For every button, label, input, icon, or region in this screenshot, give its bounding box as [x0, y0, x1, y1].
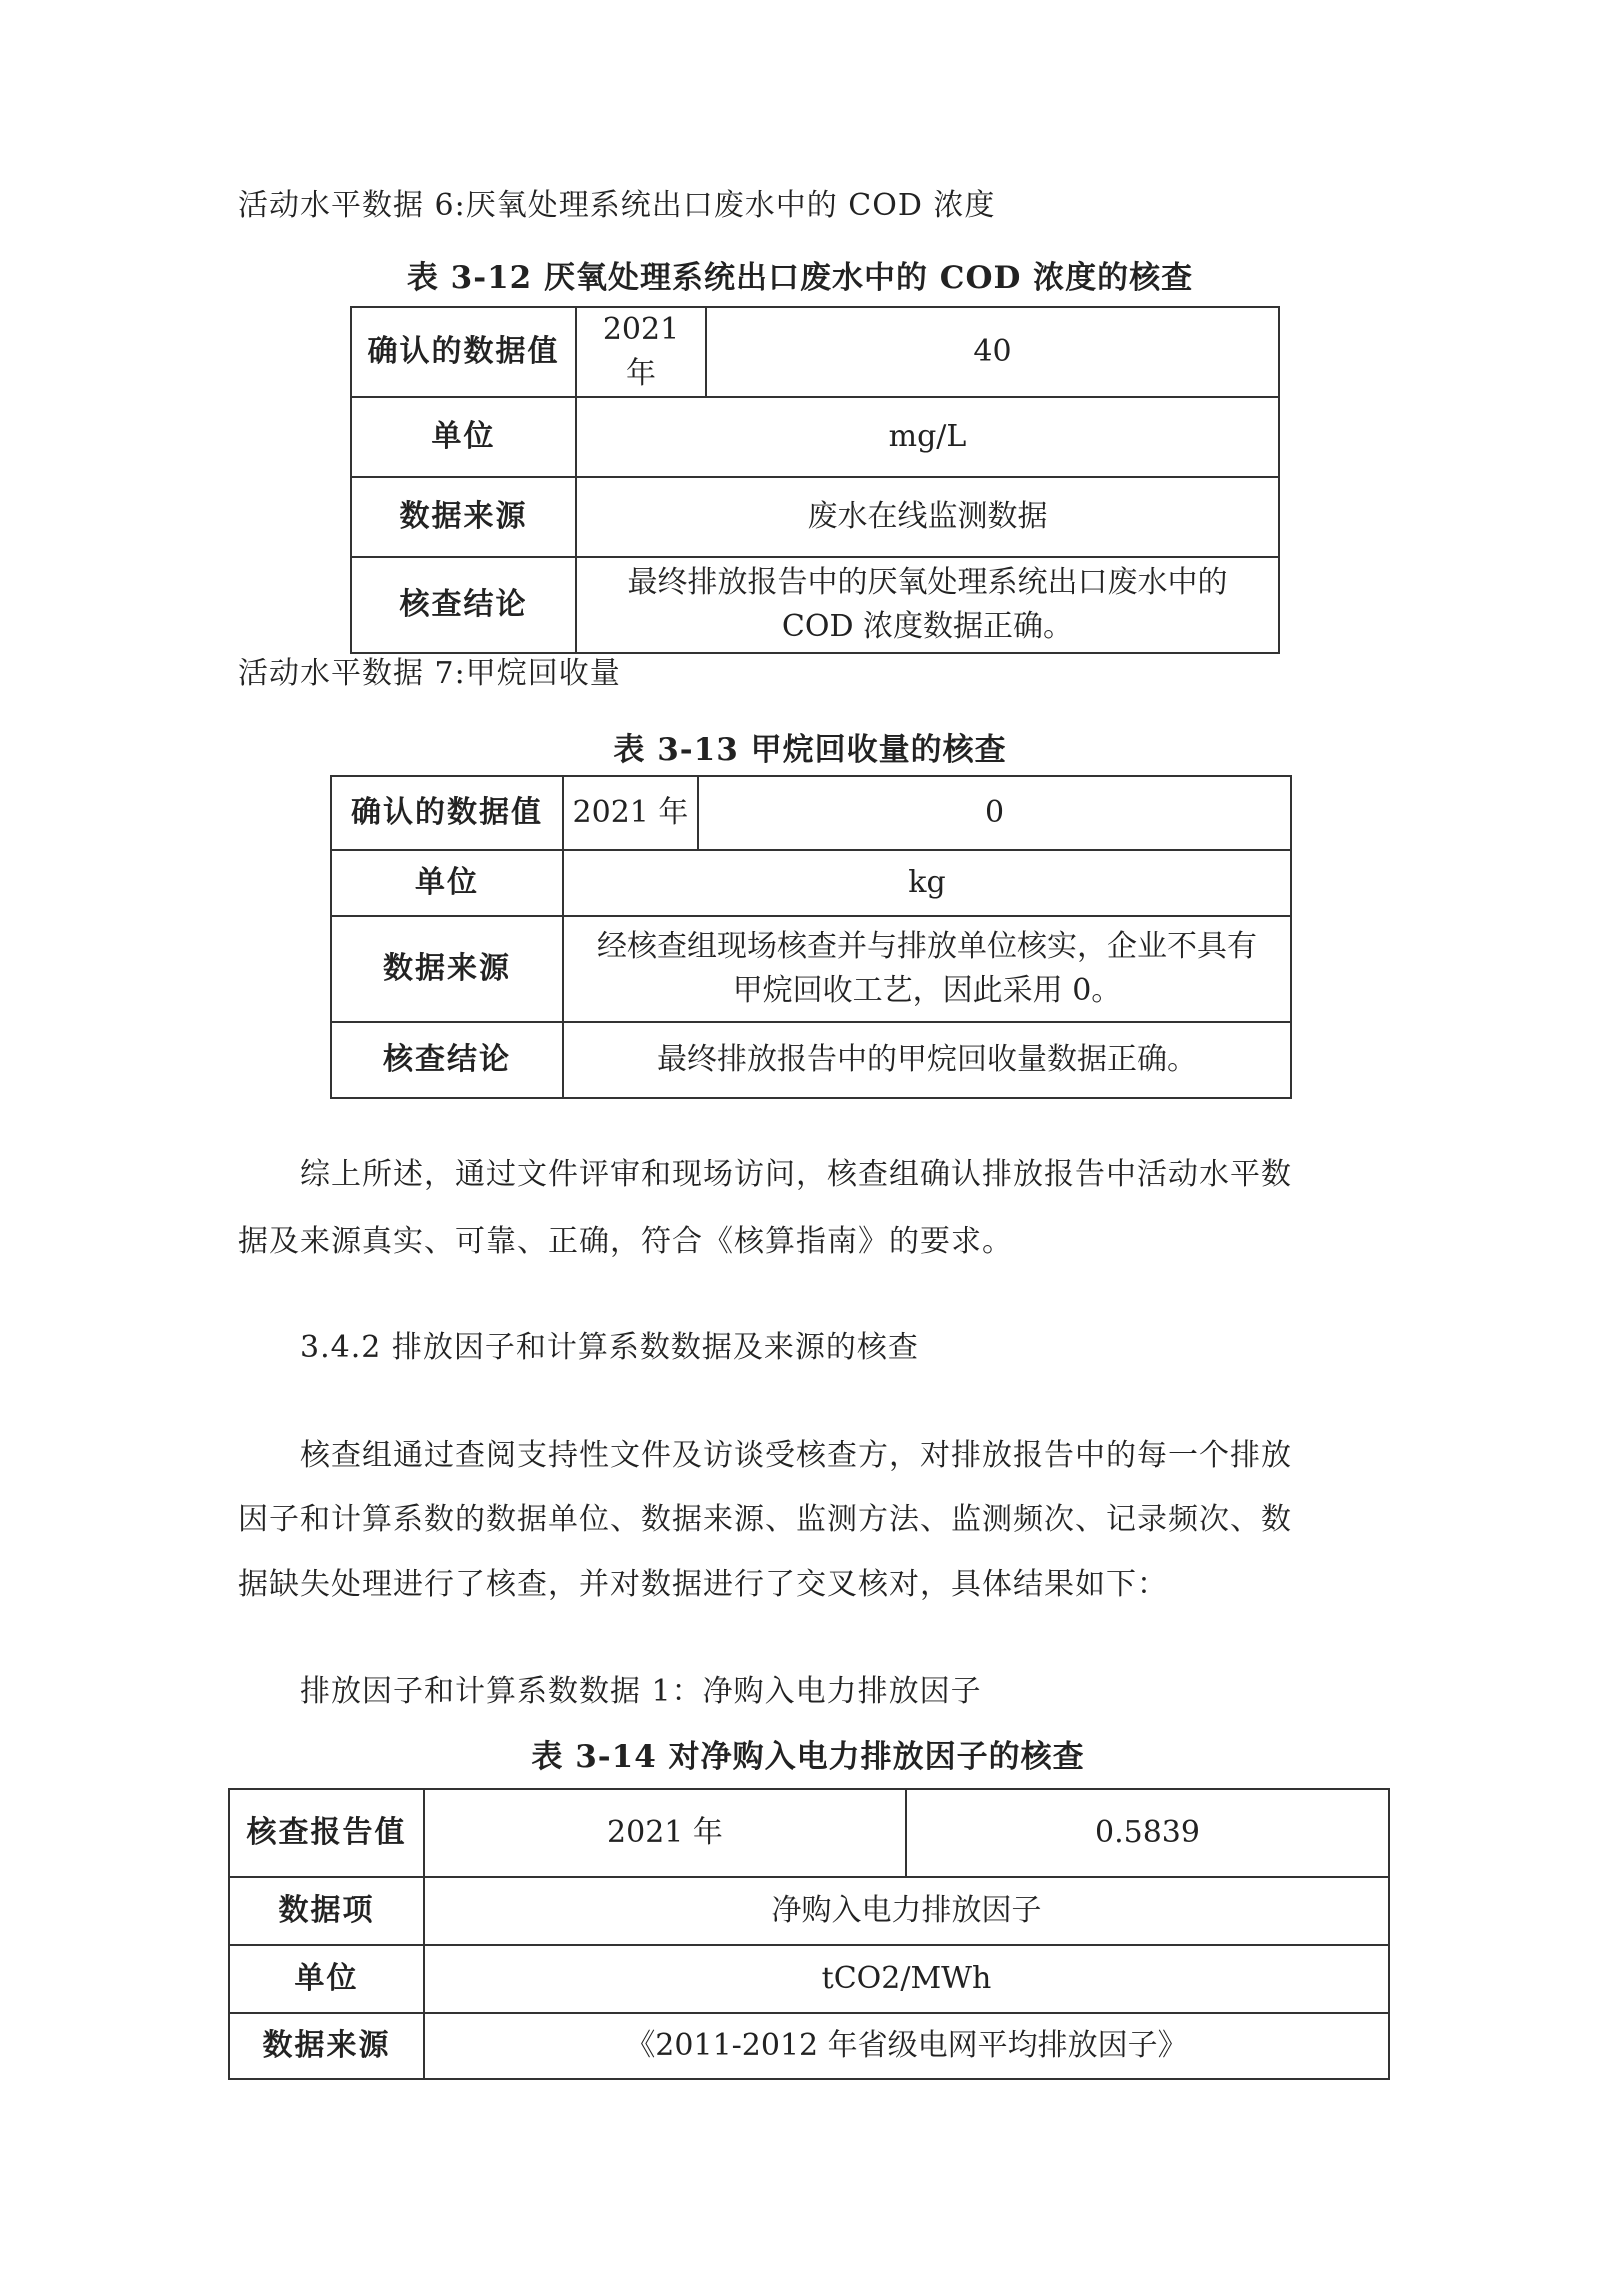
year-cell: 2021 年	[563, 776, 698, 850]
table-row	[351, 477, 1279, 557]
source-label: 数据来源	[351, 477, 576, 557]
conclusion-line-1: 最终排放报告中的厌氧处理系统出口废水中的	[627, 565, 1228, 600]
table-row	[351, 557, 1279, 653]
section-3-4-2-heading: 3.4.2 排放因子和计算系数数据及来源的核查	[300, 1330, 919, 1365]
data-item-label: 数据项	[229, 1877, 424, 1945]
unit-cell: tCO2/MWh	[424, 1945, 1389, 2013]
source-cell	[563, 916, 1291, 1022]
source-cell: 《2011-2012 年省级电网平均排放因子》	[424, 2013, 1389, 2079]
intro-line-3: 据缺失处理进行了核查，并对数据进行了交叉核对，具体结果如下：	[238, 1567, 1168, 1602]
table-row	[331, 776, 1291, 850]
unit-label: 单位	[229, 1945, 424, 2013]
table-3-13-caption: 表 3-13 甲烷回收量的核查	[613, 732, 1007, 768]
table-row	[229, 1789, 1389, 1877]
activity-data-7-heading: 活动水平数据 7:甲烷回收量	[238, 656, 621, 691]
conclusion-cell: 最终排放报告中的甲烷回收量数据正确。	[563, 1022, 1291, 1098]
summary-line-1: 综上所述，通过文件评审和现场访问，核查组确认排放报告中活动水平数	[300, 1157, 1292, 1192]
table-row	[351, 397, 1279, 477]
factor-1-heading: 排放因子和计算系数数据 1：净购入电力排放因子	[300, 1674, 982, 1709]
unit-label: 单位	[351, 397, 576, 477]
conclusion-line-2: COD 浓度数据正确。	[781, 609, 1074, 644]
table-row	[331, 850, 1291, 916]
table-row	[331, 1022, 1291, 1098]
unit-cell: mg/L	[576, 397, 1279, 477]
confirmed-value-label: 确认的数据值	[331, 776, 563, 850]
source-cell: 废水在线监测数据	[576, 477, 1279, 557]
conclusion-label: 核查结论	[351, 557, 576, 653]
confirmed-value-label: 确认的数据值	[351, 307, 576, 397]
intro-line-1: 核查组通过查阅支持性文件及访谈受核查方，对排放报告中的每一个排放	[300, 1438, 1292, 1473]
table-row	[229, 1877, 1389, 1945]
source-label: 数据来源	[229, 2013, 424, 2079]
table-3-14	[228, 1788, 1390, 2080]
intro-line-2: 因子和计算系数的数据单位、数据来源、监测方法、监测频次、记录频次、数	[238, 1502, 1292, 1537]
data-item-cell: 净购入电力排放因子	[424, 1877, 1389, 1945]
source-line-1: 经核查组现场核查并与排放单位核实，企业不具有	[597, 929, 1257, 964]
table-row	[229, 2013, 1389, 2079]
table-3-12-caption: 表 3-12 厌氧处理系统出口废水中的 COD 浓度的核查	[406, 260, 1194, 296]
unit-cell: kg	[563, 850, 1291, 916]
year-cell: 2021 年	[424, 1789, 906, 1877]
source-label: 数据来源	[331, 916, 563, 1022]
value-cell: 40	[706, 307, 1279, 397]
reported-value-label: 核查报告值	[229, 1789, 424, 1877]
table-row	[331, 916, 1291, 1022]
year-cell: 2021 年	[576, 307, 706, 397]
table-row	[229, 1945, 1389, 2013]
table-3-13	[330, 775, 1292, 1099]
conclusion-label: 核查结论	[331, 1022, 563, 1098]
value-cell: 0	[698, 776, 1291, 850]
source-line-2: 甲烷回收工艺，因此采用 0。	[732, 973, 1122, 1008]
table-row	[351, 307, 1279, 397]
unit-label: 单位	[331, 850, 563, 916]
value-cell: 0.5839	[906, 1789, 1389, 1877]
table-3-14-caption: 表 3-14 对净购入电力排放因子的核查	[531, 1739, 1085, 1775]
table-3-12	[350, 306, 1280, 654]
summary-line-2: 据及来源真实、可靠、正确，符合《核算指南》的要求。	[238, 1224, 1013, 1259]
activity-data-6-heading: 活动水平数据 6:厌氧处理系统出口废水中的 COD 浓度	[238, 188, 996, 223]
conclusion-cell	[576, 557, 1279, 653]
